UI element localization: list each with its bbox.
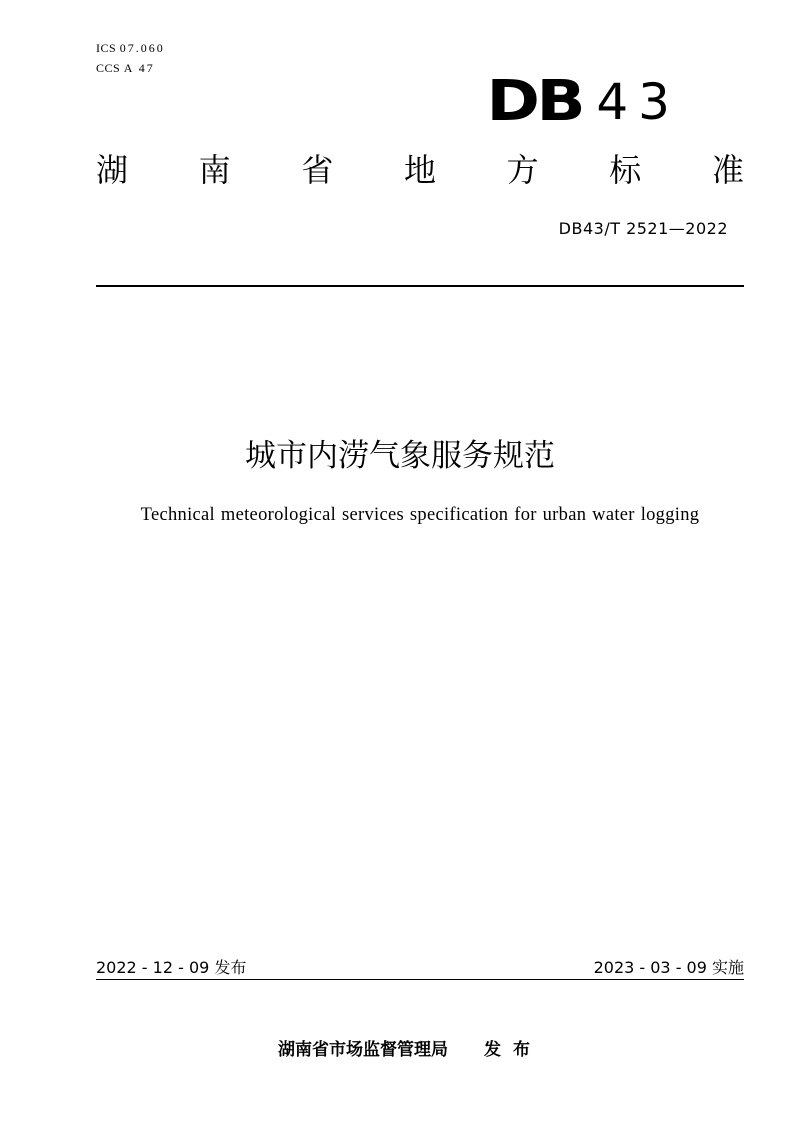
standard-type-title [96, 150, 744, 190]
top-divider [96, 285, 744, 287]
document-title-english: Technical meteorological services specification for urban water logging [140, 505, 700, 525]
standard-type-char: 方 [506, 151, 539, 189]
ccs-line [96, 58, 165, 78]
standard-code: DB43/T 2521—2022 [558, 219, 728, 238]
classification-codes [96, 38, 165, 78]
standard-type-char: 南 [198, 151, 231, 189]
ics-line [96, 38, 165, 58]
db-logo-number: 43 [596, 73, 680, 131]
ics-label: ICS [96, 41, 117, 55]
db-logo [486, 69, 680, 134]
document-title-chinese: 城市内涝气象服务规范 [245, 438, 555, 474]
publisher-line [0, 1035, 800, 1060]
standard-type-char: 准 [711, 151, 744, 189]
standard-type-char: 湖 [96, 151, 129, 189]
publisher-action: 发布 [484, 1040, 542, 1060]
standard-type-char: 标 [609, 151, 642, 189]
ccs-label: CCS [96, 61, 121, 75]
ics-code: 07.060 [119, 41, 165, 55]
bottom-divider [96, 979, 744, 980]
ccs-code: A 47 [123, 61, 155, 75]
db-logo-mark: DB [486, 69, 583, 134]
issue-date: 2022 - 12 - 09 发布 [96, 958, 247, 977]
implementation-date: 2023 - 03 - 09 实施 [593, 958, 744, 977]
publisher-name: 湖南省市场监督管理局 [278, 1040, 448, 1060]
standard-type-char: 地 [403, 151, 436, 189]
standard-type-char: 省 [301, 151, 334, 189]
